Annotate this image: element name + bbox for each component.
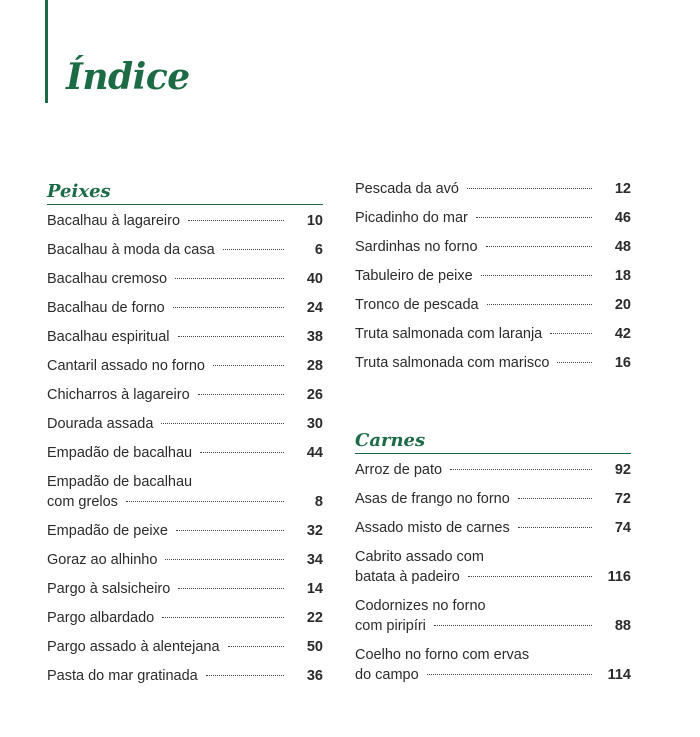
page-number: 24 [306, 300, 323, 316]
page-number: 10 [306, 213, 323, 229]
entry-name: Picadinho do mar [355, 210, 468, 226]
entry-name-line [355, 179, 598, 199]
entry-name: Goraz ao alhinho [47, 552, 158, 568]
dot-leader [427, 674, 592, 675]
entry-name-line [47, 608, 290, 628]
index-entry [47, 211, 323, 240]
index-entry [47, 240, 323, 269]
page-number: 50 [306, 639, 323, 655]
page-number: 116 [607, 569, 631, 585]
dot-leader [188, 220, 284, 221]
page-title: Índice [66, 56, 190, 98]
section-heading-peixes: Peixes [47, 180, 323, 205]
entry-name: Bacalhau espiritual [47, 329, 170, 345]
entry-name-line [47, 385, 290, 405]
entry-name: Chicharros à lagareiro [47, 387, 190, 403]
dot-leader [550, 333, 592, 334]
page-number: 20 [614, 297, 631, 313]
entry-name: Empadão de bacalhau [47, 474, 193, 490]
dot-leader [468, 576, 592, 577]
dot-leader [228, 646, 284, 647]
page-number: 14 [306, 581, 323, 597]
entry-name-continued: com piripíri [355, 618, 426, 634]
entry-name-line [47, 327, 290, 347]
page-number: 48 [614, 239, 631, 255]
index-entry [355, 324, 631, 353]
page-number: 26 [306, 387, 323, 403]
entry-name-line [355, 266, 598, 286]
index-entry [47, 472, 323, 512]
entry-name-line [355, 489, 598, 509]
entry-name-line [47, 443, 290, 463]
entry-name-line [47, 269, 290, 289]
entry-name: Dourada assada [47, 416, 154, 432]
entry-name: Truta salmonada com laranja [355, 326, 543, 342]
entry-name: Bacalhau de forno [47, 300, 165, 316]
page-number: 44 [306, 445, 323, 461]
page-number: 36 [306, 668, 323, 684]
page-number: 88 [614, 618, 631, 634]
page-number: 34 [306, 552, 323, 568]
entry-name-line [47, 492, 290, 512]
index-entry [355, 266, 631, 295]
entry-name: Pescada da avó [355, 181, 459, 197]
index-entry [355, 237, 631, 266]
entry-name-line [355, 518, 598, 538]
entry-name: Sardinhas no forno [355, 239, 478, 255]
entry-name-line [47, 240, 290, 260]
dot-leader [162, 617, 284, 618]
entry-name: Tronco de pescada [355, 297, 479, 313]
entry-name: Pargo albardado [47, 610, 155, 626]
entry-name: Codornizes no forno [355, 598, 486, 614]
dot-leader [434, 625, 592, 626]
dot-leader [467, 188, 592, 189]
index-entry [47, 550, 323, 579]
page-number: 32 [306, 523, 323, 539]
dot-leader [206, 675, 284, 676]
dot-leader [476, 217, 592, 218]
dot-leader [198, 394, 284, 395]
page-number: 42 [614, 326, 631, 342]
entry-name: Pargo assado à alentejana [47, 639, 220, 655]
dot-leader [557, 362, 592, 363]
entry-name-line [355, 665, 598, 685]
dot-leader [518, 498, 592, 499]
index-entry [47, 666, 323, 695]
entry-name-line [47, 637, 290, 657]
index-list-peixes-continued [355, 179, 631, 382]
page-number: 6 [314, 242, 323, 258]
entry-name: Cantaril assado no forno [47, 358, 205, 374]
page-number: 46 [614, 210, 631, 226]
index-entry [355, 208, 631, 237]
index-entry [47, 443, 323, 472]
index-list-carnes [355, 460, 631, 685]
index-entry [355, 547, 631, 587]
index-column-left [47, 180, 323, 695]
index-entry [355, 518, 631, 547]
entry-name: Arroz de pato [355, 462, 443, 478]
dot-leader [450, 469, 592, 470]
page-number: 38 [306, 329, 323, 345]
entry-name: Pargo à salsicheiro [47, 581, 171, 597]
index-entry [47, 521, 323, 550]
page-number: 28 [306, 358, 323, 374]
entry-name-line [47, 472, 290, 492]
entry-name: Empadão de bacalhau [47, 445, 193, 461]
entry-name-line [355, 237, 598, 257]
page-number: 40 [306, 271, 323, 287]
index-entry [47, 579, 323, 608]
title-accent-bar [45, 0, 48, 103]
index-entry [47, 637, 323, 666]
dot-leader [165, 559, 284, 560]
dot-leader [126, 501, 284, 502]
dot-leader [223, 249, 284, 250]
page-number: 12 [614, 181, 631, 197]
entry-name-line [47, 550, 290, 570]
entry-name-line [47, 211, 290, 231]
entry-name-continued: com grelos [47, 494, 118, 510]
entry-name: Bacalhau à moda da casa [47, 242, 215, 258]
dot-leader [518, 527, 592, 528]
index-entry [355, 353, 631, 382]
dot-leader [200, 452, 284, 453]
entry-name-line [355, 567, 598, 587]
page-number: 18 [614, 268, 631, 284]
index-entry [47, 414, 323, 443]
page-number: 92 [614, 462, 631, 478]
dot-leader [481, 275, 592, 276]
entry-name-line [355, 460, 598, 480]
index-entry [47, 327, 323, 356]
entry-name-line [47, 666, 290, 686]
dot-leader [486, 246, 592, 247]
entry-name-line [355, 616, 598, 636]
index-entry [355, 460, 631, 489]
page-number: 8 [314, 494, 323, 510]
entry-name-line [355, 324, 598, 344]
index-entry [355, 179, 631, 208]
entry-name-line [47, 298, 290, 318]
index-entry [355, 645, 631, 685]
entry-name: Asas de frango no forno [355, 491, 510, 507]
entry-name-line [355, 547, 598, 567]
entry-name-line [355, 596, 598, 616]
entry-name: Assado misto de carnes [355, 520, 510, 536]
index-entry [355, 295, 631, 324]
dot-leader [175, 278, 284, 279]
entry-name-line [47, 356, 290, 376]
page-number: 114 [607, 667, 631, 683]
page-number: 16 [614, 355, 631, 371]
entry-name: Pasta do mar gratinada [47, 668, 198, 684]
entry-name-line [47, 521, 290, 541]
index-entry [47, 356, 323, 385]
index-entry [47, 608, 323, 637]
entry-name: Tabuleiro de peixe [355, 268, 473, 284]
entry-name: Empadão de peixe [47, 523, 168, 539]
index-entry [355, 596, 631, 636]
index-entry [47, 298, 323, 327]
dot-leader [487, 304, 592, 305]
entry-name: Cabrito assado com [355, 549, 484, 565]
dot-leader [161, 423, 284, 424]
page-number: 22 [306, 610, 323, 626]
index-entry [47, 269, 323, 298]
page-number: 30 [306, 416, 323, 432]
entry-name: Bacalhau à lagareiro [47, 213, 181, 229]
entry-name-line [355, 295, 598, 315]
entry-name: Bacalhau cremoso [47, 271, 168, 287]
entry-name: Coelho no forno com ervas [355, 647, 530, 663]
entry-name-line [355, 208, 598, 228]
page-number: 74 [614, 520, 631, 536]
section-heading-carnes: Carnes [355, 429, 631, 454]
entry-name-continued: do campo [355, 667, 419, 683]
entry-name-line [355, 353, 598, 373]
dot-leader [213, 365, 284, 366]
entry-name: Truta salmonada com marisco [355, 355, 550, 371]
entry-name-line [47, 414, 290, 434]
index-entry [47, 385, 323, 414]
dot-leader [176, 530, 284, 531]
index-column-right [355, 179, 631, 694]
entry-name-continued: batata à padeiro [355, 569, 460, 585]
dot-leader [173, 307, 284, 308]
dot-leader [178, 336, 284, 337]
index-entry [355, 489, 631, 518]
index-list-peixes [47, 211, 323, 695]
dot-leader [178, 588, 284, 589]
entry-name-line [47, 579, 290, 599]
entry-name-line [355, 645, 598, 665]
page-number: 72 [614, 491, 631, 507]
